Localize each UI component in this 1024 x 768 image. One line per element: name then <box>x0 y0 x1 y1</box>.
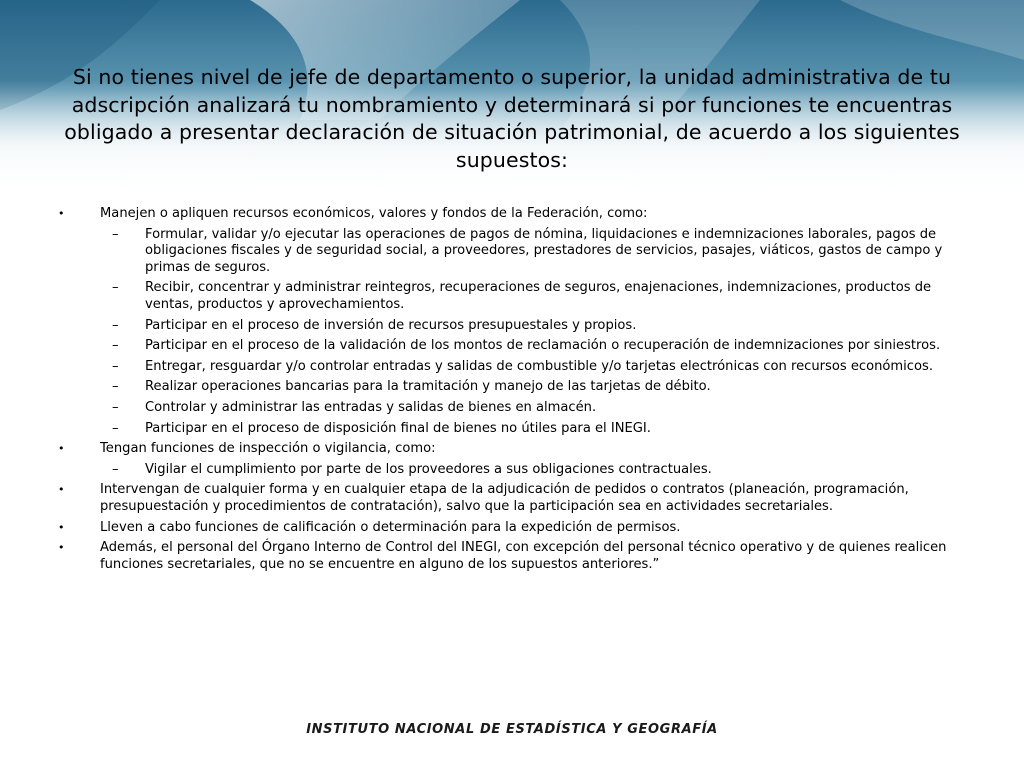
list-item <box>58 540 958 573</box>
sub-list-item-text: Participar en el proceso de la validación de los montos de reclamación o recuperación de indemnizaciones por siniestros. <box>145 338 941 354</box>
sub-list-item <box>58 280 958 313</box>
bullet-marker: • <box>58 442 65 456</box>
dash-marker: – <box>112 226 119 242</box>
list-item-text: Lleven a cabo funciones de calificación o determinación para la expedición de permisos. <box>100 519 681 535</box>
dash-marker: – <box>112 358 119 374</box>
sub-list-item-text: Participar en el proceso de inversión de recursos presupuestales y propios. <box>145 317 637 333</box>
bullet-marker: • <box>58 541 65 555</box>
list-item <box>58 206 958 223</box>
list-item <box>58 441 958 458</box>
list-item-text: Manejen o apliquen recursos económicos, valores y fondos de la Federación, como: <box>100 206 648 221</box>
list-item-text: Intervengan de cualquier forma y en cualquier etapa de la adjudicación de pedidos o contratos (planeación, programación, presupuestación y procedimientos de contratación), salvo que la participación sea en actividades secretariales. <box>100 482 909 514</box>
sub-list-item-text: Realizar operaciones bancarias para la tramitación y manejo de las tarjetas de débito. <box>145 379 711 395</box>
sub-list-item <box>58 227 958 277</box>
sub-list-item <box>58 379 958 396</box>
sub-list-item-text: Controlar y administrar las entradas y salidas de bienes en almacén. <box>145 399 597 415</box>
footer-institution-name: INSTITUTO NACIONAL DE ESTADÍSTICA Y GEOGRAFÍA <box>306 722 718 737</box>
dash-marker: – <box>112 379 119 395</box>
sub-list-item <box>58 462 958 479</box>
list-item-text: Tengan funciones de inspección o vigilancia, como: <box>100 441 436 457</box>
sub-list-item-text: Formular, validar y/o ejecutar las operaciones de pagos de nómina, liquidaciones e indemnizaciones laborales, pagos de obligaciones fiscales y de seguridad social, a proveedores, prestadores de servicios, pasajes, viáticos, gastos de campo y primas de seguros. <box>145 226 943 275</box>
bullet-marker: • <box>58 207 65 220</box>
sub-list-item-text: Entregar, resguardar y/o controlar entradas y salidas de combustible y/o tarjetas electrónicas con recursos económicos. <box>145 358 933 374</box>
list-item <box>58 520 958 537</box>
dash-marker: – <box>112 280 119 296</box>
dash-marker: – <box>112 338 119 354</box>
dash-marker: – <box>112 461 119 477</box>
list-item-text: Además, el personal del Órgano Interno de Control del INEGI, con excepción del personal técnico operativo y de quienes realicen funciones secretariales, que no se encuentre en alguno de los supuestos anteriores.” <box>100 540 947 572</box>
bullet-marker: • <box>58 483 65 497</box>
sub-list-item <box>58 338 958 355</box>
sub-list-item <box>58 400 958 417</box>
sub-list-item <box>58 318 958 335</box>
sub-list-item-text: Vigilar el cumplimiento por parte de los proveedores a sus obligaciones contractuales. <box>145 461 712 477</box>
dash-marker: – <box>112 399 119 415</box>
bullet-list <box>58 206 958 577</box>
dash-marker: – <box>112 317 119 333</box>
sub-list-item <box>58 359 958 376</box>
bullet-marker: • <box>58 520 65 534</box>
sub-list-item-text: Recibir, concentrar y administrar reintegros, recuperaciones de seguros, enajenaciones, indemnizaciones, productos de ventas, productos y aprovechamientos. <box>145 280 932 312</box>
slide-title: Si no tienes nivel de jefe de departamento o superior, la unidad administrativa de tu adscripción analizará tu nombramiento y determinará si por funciones te encuentras obligado a presentar declaración de situación patrimonial, de acuerdo a los siguientes supuestos: <box>64 65 960 172</box>
dash-marker: – <box>112 420 119 436</box>
sub-list-item-text: Participar en el proceso de disposición final de bienes no útiles para el INEGI. <box>145 420 651 436</box>
list-item <box>58 482 958 515</box>
sub-list-item <box>58 421 958 438</box>
